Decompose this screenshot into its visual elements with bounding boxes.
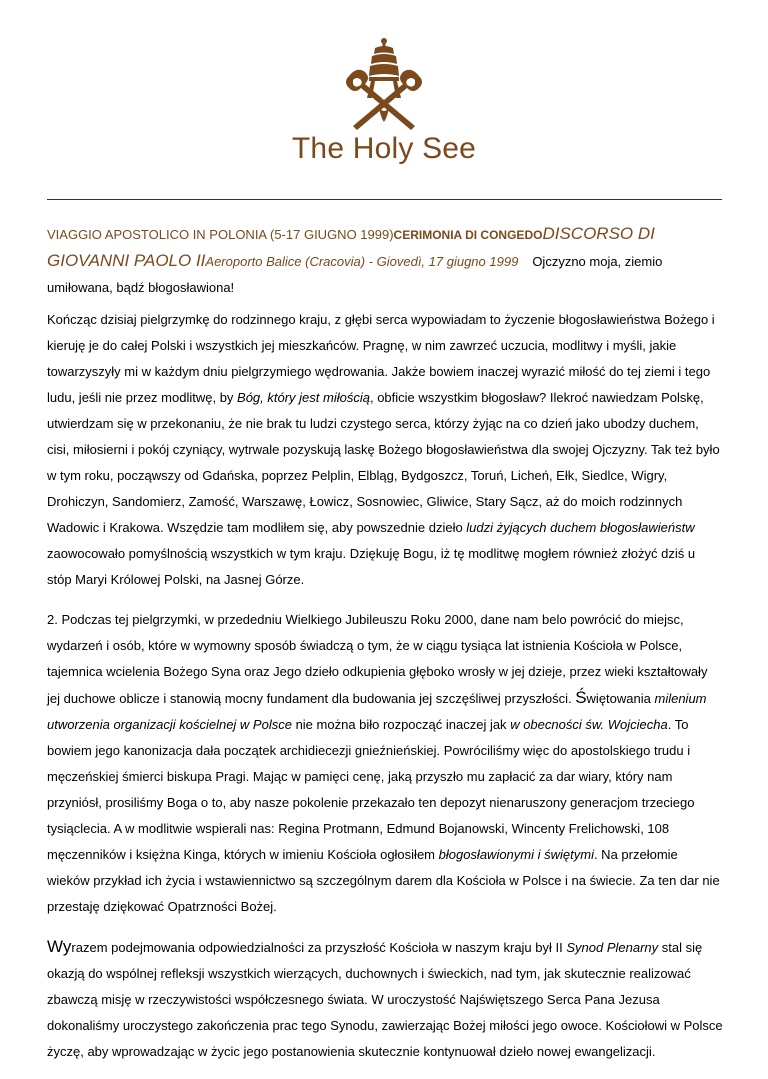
header-divider xyxy=(47,199,722,200)
p2-text-c: nie można biło rozpocząć inaczej jak xyxy=(291,717,511,732)
p2-italic-3: błogosławionymi i świętymi xyxy=(438,847,594,862)
greeting: Ojczyzno moja, ziemio umiłowana, bądź błogosławiona! xyxy=(47,254,663,295)
site-title: The Holy See xyxy=(291,132,477,165)
document-header xyxy=(47,221,723,301)
p3-large-letters: Wy xyxy=(47,937,72,956)
p1-text-c: zaowocowało pomyślnością wszystkich w tym kraju. Dziękuję Bogu, iż tę modlitwę mogłem również złożyć dziś u stóp Maryi Królowej Polski, na Jasnej Górze. xyxy=(47,546,696,587)
p2-text-d: . To bowiem jego kanonizacja dała początek archidiecezji gnieźnieńskiej. Powróciliśmy więc do apostolskiego trudu i męczeńskiej śmierci biskupa Pragi. Mając w pamięci cenę, jaką przyszło mu zapłacić za dar wiary, który nam przyniósł, prosiliśmy Boga o to, aby nasze pokolenie przekazało ten depozyt nienaruszony generacjom trzeciego tysiąclecia. A w modlitwie wspierali nas: Regina Protmann, Edmund Bojanowski, Wincenty Frelichowski, 108 męczenników i księżna Kinga, których w imieniu Kościoła ogłosiłem xyxy=(47,717,695,862)
document-body xyxy=(47,221,723,1079)
p1-text-a: Kończąc dzisiaj pielgrzymkę do rodzinnego kraju, z głębi serca wypowiadam to życzenie błogosławieństwa Bożego i kieruję je do całej Polski i wszystkich jej mieszkańców. Pragnę, w nim zawrzeć uczucia, modlitwy i myśli, jakie towarzyszyły mi w każdym dniu pielgrzymiego wędrowania. Jakże bowiem inaczej wyrazić miłość do tej ziemi i tego ludu, jeśli nie przez modlitwę, by xyxy=(47,312,715,405)
p2-italic-1: milenium utworzenia organizacji kościelnej w Polsce xyxy=(47,691,707,732)
p2-text-b: więtowania xyxy=(586,691,655,706)
p2-text-a: 2. Podczas tej pielgrzymki, w przededniu Wielkiego Jubileuszu Roku 2000, dane nam belo powrócić do miejsc, wydarzeń i osób, które w wymowny sposób świadczą o tym, że w ciągu tysiąca lat istnienia Kościoła w Polsce, tajemnica wcielenia Bożego Syna oraz Jego dzieło odkupienia głęboko wrosły w jej dzieje, przez wieki kształtowały jej duchowe oblicze i stanowią mocny fundament dla budowania jej szczęśliwej przyszłości. xyxy=(47,612,708,706)
place-date: Aeroporto Balice (Cracovia) - Giovedì, 17 giugno 1999 xyxy=(205,254,519,269)
p1-italic-1: Bóg, który jest miłością xyxy=(237,390,370,405)
paragraph-2 xyxy=(47,607,723,920)
p1-italic-2: ludzi żyjących duchem błogosławieństw xyxy=(466,520,695,535)
p2-text-e: . Na przełomie wieków przykład ich życia i wstawiennictwo są szczególnym darem dla Kościoła w Polsce i na świecie. Za ten dar nie przestaję dziękować Opatrzności Bożej. xyxy=(47,847,720,914)
p3-italic-1: Synod Plenarny xyxy=(566,940,659,955)
p1-text-b: , obficie wszystkim błogosław? Ilekroć nawiedzam Polskę, utwierdzam się w przekonaniu, że nie brak tu ludzi czystego serca, którzy żyjąc na co dzień jako ubodzy duchem, cisi, miłosierni i pokój czyniący, wytrwale pozyskują laskę Bożego błogosławieństwa dla swojej Ojczyzny. Tak też było w tym roku, począwszy od Gdańska, poprzez Pelplin, Elbląg, Bydgoszcz, Toruń, Licheń, Ełk, Siedlce, Wigry, Drohiczyn, Sandomierz, Zamość, Warszawę, Łowicz, Sosnowiec, Gliwice, Stary Sącz, aż do moich rodzinnych Wadowic i Krakowa. Wszędzie tam modliłem się, aby powszednie dzieło xyxy=(47,390,720,535)
p2-large-letter: Ś xyxy=(575,688,587,707)
paragraph-3 xyxy=(47,934,723,1065)
paragraph-1 xyxy=(47,307,723,593)
p2-italic-2: w obecności św. Wojciecha xyxy=(510,717,668,732)
p3-text-a: razem podejmowania odpowiedzialności za przyszłość Kościoła w naszym kraju był II xyxy=(71,940,567,955)
p3-text-b: stal się okazją do wspólnej refleksji wszystkich wierzących, duchownych i świeckich, nad tym, jak skutecznie realizować zbawczą misję w rzeczywistości współczesnego świata. W uroczystość Najświętszego Serca Pana Jezusa dokonaliśmy uroczystego zakończenia prac tego Synodu, zawierzając Bożej miłości jego owoce. Kościołowi w Polsce życzę, aby wprowadzając w życic jego postanowienia skutecznie kontynuował dzieło nowej ewangelizacji. xyxy=(47,940,723,1059)
discourse-title: DISCORSO DI GIOVANNI PAOLO II xyxy=(47,224,655,270)
trip-title: VIAGGIO APOSTOLICO IN POLONIA (5-17 GIUGNO 1999) xyxy=(47,227,394,242)
ceremony-title: CERIMONIA DI CONGEDO xyxy=(393,228,543,242)
papal-keys-tiara-icon xyxy=(341,38,427,134)
